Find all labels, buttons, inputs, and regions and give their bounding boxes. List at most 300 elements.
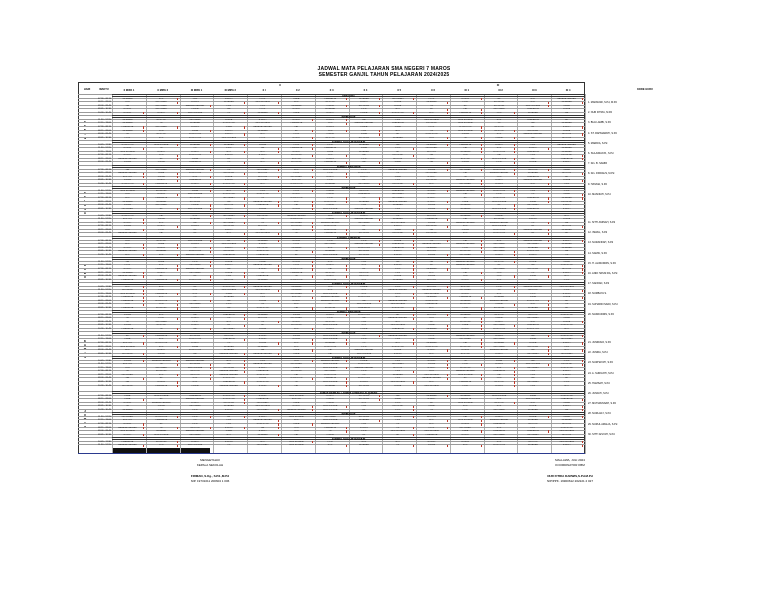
time-cell: 10.30 - 10.45	[98, 111, 111, 114]
subject-cell: B.INGG	[461, 422, 470, 425]
subject-cell: GEOGRAFI	[493, 338, 505, 341]
subject-cell: EKONOMI	[291, 370, 302, 373]
subject-cell: GEOGRAFI	[527, 366, 539, 369]
subject-cell: SENI BUDAYA	[390, 324, 405, 327]
subject-cell: SENI BUDAYA	[424, 373, 439, 376]
subject-cell: PJOK	[158, 317, 165, 320]
subject-cell: FISIKA	[495, 136, 503, 139]
sig-right-place: MALLAWA, JULI 2024	[555, 458, 585, 462]
subject-cell: BAHASA DAERAH	[388, 168, 407, 171]
subject-cell: BIOLOGI	[325, 101, 335, 104]
subject-cell: BIOLOGI	[494, 313, 504, 316]
subject-cell: SOSIOLOGI	[357, 246, 370, 249]
subject-cell: PRAKARYA	[324, 377, 336, 380]
subject-cell: BK	[193, 285, 197, 288]
class-header: XI 2	[498, 89, 503, 92]
subject-cell: TIK	[294, 275, 299, 278]
subject-cell: KIMIA	[360, 133, 367, 136]
subject-cell: PAI	[362, 317, 366, 320]
subject-cell: BIOLOGI	[291, 179, 301, 182]
subject-cell: PKN	[361, 204, 367, 207]
subject-cell: PRAKARYA	[526, 430, 539, 433]
subject-cell: PRAKARYA	[155, 267, 168, 270]
subject-cell: MTK	[226, 359, 232, 362]
subject-cell: KIMIA	[563, 193, 570, 196]
subject-cell: TIK	[227, 111, 231, 114]
subject-cell: MTK	[429, 352, 434, 355]
subject-cell: SEJARAH	[527, 246, 538, 249]
subject-cell: BIOLOGI	[156, 324, 166, 327]
subject-cell: EKONOMI	[426, 122, 437, 125]
subject-cell: PKN	[125, 366, 130, 369]
subject-cell: BIOLOGI	[494, 381, 504, 383]
subject-cell: PAI	[429, 154, 434, 157]
subject-cell: SEJARAH	[561, 150, 572, 153]
cell-marker	[582, 197, 585, 199]
time-cell: 08.15 - 09.00	[98, 101, 111, 104]
subject-cell: PAI	[362, 154, 366, 157]
subject-cell: PJOK	[361, 239, 367, 242]
subject-cell: PJOK	[327, 172, 333, 175]
subject-cell: KIMIA	[529, 338, 536, 341]
subject-cell: MTK	[361, 289, 367, 292]
subject-cell: TIK	[497, 289, 501, 292]
subject-cell: TIK	[159, 147, 163, 150]
subject-cell: PAI	[463, 108, 467, 111]
subject-cell: PAI	[531, 264, 535, 267]
subject-cell: MTK	[260, 133, 265, 136]
subject-cell: BIOLOGI	[190, 370, 200, 373]
subject-cell: PJOK	[462, 246, 469, 249]
subject-cell: BK	[429, 401, 433, 404]
subject-cell: BK	[159, 377, 163, 380]
subject-cell: BK	[565, 175, 569, 178]
subject-cell: PAI	[531, 136, 535, 139]
subject-cell: FISIKA	[529, 415, 537, 418]
teacher-name: 5. MARDIA, S.Pd	[588, 141, 608, 145]
subject-cell: B.INDO	[157, 225, 165, 228]
subject-cell: FISIKA	[360, 327, 368, 330]
subject-cell: PJOK	[496, 285, 502, 288]
subject-cell: BAHASA DAERAH	[523, 179, 543, 182]
subject-cell: BIOLOGI	[325, 271, 335, 274]
time-cell: 11.30 - 12.15	[98, 289, 111, 292]
time-cell: 07.30 - 08.15	[98, 267, 111, 270]
subject-cell: FISIKA	[191, 204, 199, 207]
subject-cell: KIMIA	[529, 394, 536, 397]
subject-cell: B.INGG	[123, 111, 132, 114]
subject-cell: BK	[565, 118, 569, 121]
teacher-name: 25. HAMSAH, S.Pd	[588, 381, 610, 385]
subject-cell: B.INDO	[157, 111, 165, 114]
subject-cell: TIK	[125, 317, 130, 320]
subject-cell: GEOGRAFI	[527, 352, 539, 355]
subject-cell: B.INDO	[495, 415, 503, 418]
subject-cell: TIK	[125, 133, 130, 136]
band-row	[112, 282, 585, 285]
subject-cell: PJOK	[293, 243, 300, 246]
teacher-name: 23. NURHAYATI, S.Pd	[588, 361, 613, 365]
subject-cell: MTK	[361, 440, 367, 443]
subject-cell: B.INDO	[292, 320, 301, 323]
subject-cell: SOSIOLOGI	[222, 394, 235, 397]
subject-cell: B.INDO	[427, 175, 436, 178]
time-cell: 09.00 - 09.45	[98, 320, 111, 323]
subject-cell: PAI	[463, 218, 467, 221]
subject-cell: PJOK	[563, 359, 570, 362]
subject-cell: PJOK	[293, 264, 300, 267]
subject-cell: PAI	[328, 352, 332, 355]
subject-cell: B.INGG	[461, 97, 470, 100]
subject-cell: FISIKA	[360, 285, 368, 288]
subject-cell: SOSIOLOGI	[121, 143, 134, 146]
subject-cell: PAI	[159, 214, 163, 217]
subject-cell: BAHASA DAERAH	[118, 275, 137, 278]
subject-cell: PKN	[294, 430, 299, 433]
subject-cell: BAHASA DAERAH	[489, 172, 509, 175]
subject-cell: PKN	[530, 426, 536, 429]
subject-cell: PKN	[260, 296, 265, 299]
time-cell: 09.45 - 10.30	[98, 179, 111, 182]
subject-cell: SENI BUDAYA	[356, 352, 372, 355]
subject-cell: PJOK	[361, 430, 367, 433]
subject-cell: BAHASA DAERAH	[185, 104, 205, 107]
subject-cell: EKONOMI	[223, 172, 234, 175]
subject-cell: SEJARAH	[156, 430, 167, 433]
teacher-name: 8. Drs. FIRDAUS, M.Pd	[588, 172, 615, 176]
subject-cell: PJOK	[327, 179, 333, 182]
subject-cell: SENI BUDAYA	[458, 401, 473, 404]
subject-cell: PRAKARYA	[290, 271, 303, 274]
subject-cell: MTK	[327, 246, 333, 249]
subject-cell: SEJARAH	[561, 147, 572, 150]
subject-cell: BIOLOGI	[494, 260, 504, 263]
subject-cell: B.INDO	[495, 143, 503, 146]
time-cell: 07.30 - 08.15	[98, 154, 111, 157]
subject-cell: BK	[362, 267, 366, 270]
subject-cell: SENI BUDAYA	[221, 136, 236, 139]
subject-cell: SENI BUDAYA	[187, 193, 203, 196]
subject-cell: BAHASA DAERAH	[219, 373, 238, 376]
subject-cell: TIK	[193, 419, 197, 422]
subject-cell: SOSIOLOGI	[188, 349, 202, 352]
teacher-name: 19. SUHARDI SAIDI, S.Pd	[588, 302, 618, 306]
subject-cell: SEJARAH	[358, 444, 369, 447]
subject-cell: SENI BUDAYA	[458, 419, 473, 422]
subject-cell: B.INGG	[224, 440, 233, 443]
subject-cell: MTK	[462, 405, 468, 408]
subject-cell: PAI	[362, 161, 366, 164]
subject-cell: SOSIOLOGI	[222, 285, 235, 288]
subject-cell: SEJARAH	[460, 313, 471, 316]
subject-cell: EKONOMI	[156, 189, 167, 192]
subject-cell: SEJARAH	[561, 196, 572, 199]
subject-cell: GEOGRAFI	[189, 271, 201, 274]
subject-cell: FISIKA	[394, 275, 402, 278]
teacher-name: 21. JUMRIANI, S.Pd	[588, 341, 611, 344]
subject-cell: MTK	[496, 133, 502, 136]
subject-cell: PKN	[496, 175, 502, 178]
subject-cell: EKONOMI	[493, 101, 505, 104]
cell-marker	[582, 268, 585, 270]
subject-cell: MTK	[158, 221, 164, 224]
subject-cell: SEJARAH	[460, 207, 471, 210]
band-row	[112, 356, 585, 359]
subject-cell: TIK	[227, 444, 231, 447]
subject-cell: PRAKARYA	[121, 307, 134, 309]
subject-cell: SEJARAH	[561, 246, 572, 249]
subject-cell: B.INGG	[292, 207, 301, 210]
subject-cell: PAI	[227, 200, 231, 203]
subject-cell: GEOGRAFI	[425, 147, 438, 150]
subject-cell: B.INGG	[393, 253, 402, 256]
band-label: JADWAL SHALAT DZUHUR	[331, 283, 366, 287]
subject-cell: PJOK	[462, 384, 469, 387]
subject-cell: EKONOMI	[527, 129, 538, 132]
cell-marker	[582, 226, 585, 228]
subject-cell: EKONOMI	[561, 363, 572, 366]
subject-cell: GEOGRAFI	[155, 104, 167, 107]
subject-cell: SENI BUDAYA	[187, 444, 203, 447]
subject-cell: BIOLOGI	[224, 334, 234, 337]
subject-cell: B.INDO	[224, 133, 233, 136]
subject-cell: PRAKARYA	[358, 307, 370, 309]
subject-cell: SENI BUDAYA	[525, 398, 540, 401]
subject-cell: PRAKARYA	[324, 232, 336, 235]
subject-cell: PJOK	[327, 143, 333, 146]
subject-cell: BK	[565, 232, 569, 235]
subject-cell: PJOK	[259, 97, 266, 100]
subject-cell: BAHASA DAERAH	[219, 384, 238, 387]
subject-cell: MTK	[361, 278, 367, 281]
subject-cell: PKN	[395, 179, 400, 182]
subject-cell: BIOLOGI	[426, 250, 436, 253]
subject-cell: BK	[497, 97, 501, 100]
subject-cell: GEOGRAFI	[290, 317, 303, 320]
subject-cell: FISIKA	[563, 320, 571, 323]
subject-cell: PAI	[294, 125, 298, 128]
subject-cell: BK	[429, 264, 433, 267]
subject-cell: FISIKA	[529, 405, 537, 408]
subject-cell: TIK	[125, 405, 130, 408]
subject-cell: PJOK	[225, 218, 232, 221]
subject-cell: SENI BUDAYA	[322, 408, 338, 411]
subject-cell: PKN	[260, 359, 265, 362]
subject-cell: B.INDO	[393, 250, 402, 253]
subject-cell: MTK	[192, 381, 198, 383]
subject-cell: SOSIOLOGI	[256, 307, 269, 309]
subject-cell: B.INDO	[360, 101, 368, 104]
subject-cell: BIOLOGI	[122, 175, 132, 178]
time-cell: 07.30 - 08.15	[98, 196, 111, 199]
subject-cell: SOSIOLOGI	[256, 373, 269, 376]
time-cell: 09.45 - 10.30	[98, 108, 111, 111]
subject-cell: SEJARAH	[223, 296, 234, 299]
subject-cell: PAI	[463, 415, 467, 418]
subject-cell: GEOGRAFI	[189, 303, 201, 306]
subject-cell: GEOGRAFI	[527, 204, 539, 207]
subject-cell: GEOGRAFI	[324, 415, 336, 418]
day-name: K A M I S	[83, 339, 87, 360]
teacher-name: 20. NASRUDDIN, S.Pd	[588, 312, 614, 316]
sig-left-name: FIRMAN, S.Kg., S.Pd.,M.Pd	[190, 474, 230, 478]
subject-cell: KIMIA	[563, 317, 570, 320]
subject-cell: PKN	[395, 370, 400, 373]
subject-cell: BIOLOGI	[291, 296, 301, 299]
subject-cell: BK	[193, 299, 197, 302]
subject-cell: B.INGG	[224, 154, 233, 157]
subject-cell: B.INGG	[495, 334, 503, 337]
subject-cell: KIMIA	[394, 398, 401, 401]
subject-cell: TIK	[429, 239, 434, 242]
time-cell: 10.30 - 10.45	[98, 253, 111, 256]
subject-cell: MTK	[226, 150, 232, 153]
subject-cell: PJOK	[428, 426, 435, 429]
cell-marker	[582, 399, 585, 401]
subject-cell: PJOK	[158, 228, 165, 231]
band-label: ISTIRAHAT	[341, 413, 356, 417]
subject-cell: SEJARAH	[291, 289, 302, 292]
subject-cell: SENI BUDAYA	[390, 381, 405, 383]
subject-cell: FISIKA	[495, 317, 503, 320]
teacher-name: 27. MUTMAINNAH, S.Pd	[588, 402, 616, 406]
subject-cell: BIOLOGI	[528, 440, 538, 443]
band-label: ISTIRAHAT	[341, 258, 356, 262]
cell-marker	[582, 158, 585, 160]
subject-cell: MTK	[395, 129, 400, 132]
subject-cell: SOSIOLOGI	[526, 327, 539, 330]
time-cell: 09.45 - 10.30	[98, 352, 111, 355]
subject-cell: SEJARAH	[358, 419, 369, 422]
time-cell: 10.30 - 10.45	[98, 384, 111, 387]
subject-cell: MTK	[260, 161, 265, 164]
subject-cell: PRAKARYA	[459, 398, 472, 401]
subject-cell: BIOLOGI	[426, 313, 436, 316]
subject-cell: MTK	[294, 327, 299, 330]
subject-cell: PJOK	[462, 363, 469, 366]
subject-cell: EKONOMI	[291, 324, 302, 327]
sig-left-nip: NIP. 19731011 200604 1 006	[190, 479, 230, 483]
subject-cell: TIK	[125, 320, 130, 323]
subject-cell: SEJARAH	[561, 122, 572, 125]
subject-cell: SENI BUDAYA	[289, 444, 304, 447]
subject-cell: BAHASA DAERAH	[523, 133, 543, 136]
subject-cell: GEOGRAFI	[527, 317, 539, 320]
subject-cell: PKN	[260, 189, 265, 192]
subject-cell: EKONOMI	[460, 320, 471, 323]
subject-cell: MTK	[564, 349, 569, 352]
subject-cell: PKN	[530, 143, 536, 146]
subject-cell: SENI BUDAYA	[322, 405, 338, 408]
subject-cell: MTK	[260, 228, 265, 231]
subject-cell: SEJARAH	[527, 444, 538, 447]
subject-cell: FISIKA	[529, 161, 537, 164]
subject-cell: SOSIOLOGI	[222, 193, 235, 196]
subject-cell: B.INDO	[258, 415, 267, 418]
subject-cell: BK	[565, 299, 569, 302]
subject-cell: PAI	[159, 232, 163, 235]
subject-cell: GEOGRAFI	[256, 168, 269, 171]
time-cell: 09.00 - 09.45	[98, 303, 111, 306]
time-cell: 09.00 - 09.45	[98, 401, 111, 404]
subject-cell: SEJARAH	[325, 384, 336, 387]
subject-cell: PJOK	[496, 193, 502, 196]
cell-marker	[582, 349, 585, 351]
subject-cell: FISIKA	[259, 299, 266, 302]
time-cell: 12.15 - 13.00	[98, 193, 111, 196]
subject-cell: PKN	[158, 129, 164, 132]
subject-cell: GEOGRAFI	[459, 253, 471, 256]
subject-cell: TIK	[193, 246, 197, 249]
subject-cell: BIOLOGI	[291, 157, 301, 160]
subject-cell: EKONOMI	[156, 370, 167, 373]
subject-cell: SEJARAH	[325, 182, 336, 185]
subject-cell: PRAKARYA	[155, 292, 168, 295]
subject-cell: BAHASA DAERAH	[320, 221, 340, 224]
subject-cell: KIMIA	[462, 200, 469, 203]
band-row	[112, 94, 585, 97]
subject-cell: FISIKA	[326, 193, 334, 196]
subject-cell: BK	[497, 204, 501, 207]
subject-cell: BIOLOGI	[528, 278, 538, 281]
subject-cell: SENI BUDAYA	[424, 384, 439, 387]
subject-cell: SENI BUDAYA	[322, 207, 338, 210]
time-cell: 09.00 - 09.45	[98, 161, 111, 164]
subject-cell: MTK	[564, 214, 569, 217]
subject-cell: SOSIOLOGI	[492, 228, 506, 231]
subject-cell: MTK	[158, 296, 164, 299]
subject-cell: MTK	[226, 189, 232, 192]
subject-cell: FISIKA	[326, 189, 334, 192]
subject-cell: PJOK	[462, 307, 469, 309]
subject-cell: TIK	[395, 172, 400, 175]
band-row	[112, 165, 585, 168]
subject-cell: BIOLOGI	[562, 225, 572, 228]
time-cell: 09.00 - 09.45	[98, 349, 111, 352]
subject-cell: GEOGRAFI	[256, 408, 269, 411]
subject-cell: SENI BUDAYA	[187, 207, 203, 210]
subject-cell: MTK	[125, 253, 130, 256]
subject-cell: MTK	[158, 345, 164, 348]
subject-cell: PAI	[193, 352, 197, 355]
subject-cell: MTK	[260, 150, 265, 153]
band-label: ISTIRAHAT	[341, 187, 356, 191]
subject-cell: BIOLOGI	[460, 157, 470, 160]
subject-cell: KIMIA	[158, 172, 165, 175]
subject-cell: FISIKA	[123, 161, 131, 164]
day-separator	[78, 453, 585, 454]
subject-cell: PRAKARYA	[459, 296, 472, 299]
subject-cell: BIOLOGI	[426, 285, 436, 288]
subject-cell: PJOK	[327, 239, 333, 242]
time-cell: 12.15 - 13.00	[98, 366, 111, 369]
subject-cell: KIMIA	[563, 401, 570, 404]
subject-cell: TIK	[227, 161, 231, 164]
subject-cell: B.INDO	[157, 150, 165, 153]
subject-cell: PRAKARYA	[391, 122, 404, 125]
subject-cell: SEJARAH	[257, 129, 268, 132]
subject-cell: PRAKARYA	[121, 299, 134, 302]
teacher-name: 1. MANNAWI, S.Pd, M.Pd	[588, 101, 617, 104]
subject-cell: BAHASA DAERAH	[118, 157, 137, 160]
subject-cell: BK	[396, 433, 400, 436]
subject-cell: PRAKARYA	[121, 125, 134, 128]
subject-cell: PJOK	[293, 133, 300, 136]
signature-right	[500, 458, 640, 484]
subject-cell: SENI BUDAYA	[491, 157, 507, 160]
subject-cell: TIK	[328, 430, 332, 433]
teacher-name: 16. ANDI HASNI RA, S.Pd	[588, 272, 618, 275]
